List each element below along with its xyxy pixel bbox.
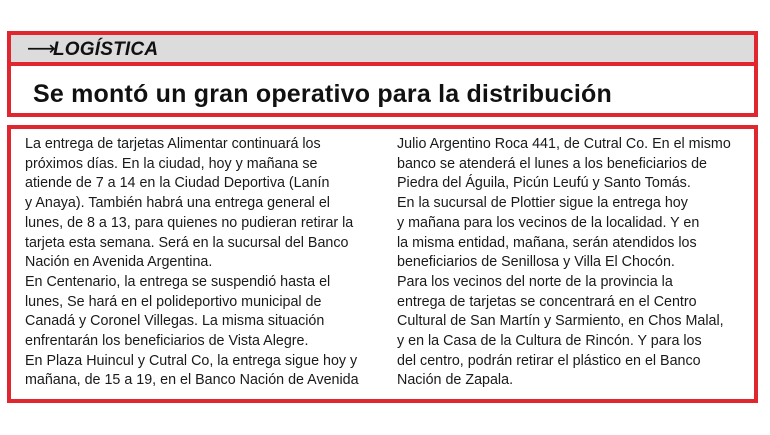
article-column-right: [397, 135, 747, 391]
article-text-line: Julio Argentino Roca 441, de Cutral Co. En el mismo: [397, 136, 731, 152]
article-text-line: Nación en Avenida Argentina.: [25, 254, 213, 271]
right-arrow-icon: ⟶: [27, 38, 56, 60]
article-text-line: Piedra del Águila, Picún Leufú y Santo Tomás.: [397, 175, 691, 192]
article-text-line: beneficiarios de Senillosa y Villa El Chocón.: [397, 254, 675, 271]
article-text-line: del centro, podrán retirar el plástico en el Banco: [397, 352, 701, 369]
article-text-line: En Plaza Huincul y Cutral Co, la entrega sigue hoy y: [25, 352, 358, 369]
header-box: [7, 31, 758, 117]
article-text-line: Para los vecinos del norte de la provincia la: [397, 273, 673, 290]
article-text-line: atiende de 7 a 14 en la Ciudad Deportiva (Lanín: [25, 175, 330, 192]
article-text-line: tarjeta esta semana. Será en la sucursal del Banco: [25, 234, 349, 251]
article-text-line: y en la Casa de la Cultura de Rincón. Y para los: [397, 333, 702, 350]
article-text-line: En la sucursal de Plottier sigue la entrega hoy: [397, 195, 688, 212]
article-body-box: [7, 125, 758, 403]
article-text-line: banco se atenderá el lunes a los beneficiarios de: [397, 155, 707, 172]
article-text-line: enfrentarán los beneficiarios de Vista Alegre.: [25, 333, 309, 350]
article-text-line: la misma entidad, mañana, serán atendidos los: [397, 234, 697, 251]
headline: Se montó un gran operativo para la distribución: [33, 80, 612, 108]
article-text-line: entrega de tarjetas se concentrará en el Centro: [397, 293, 697, 310]
article-text-line: La entrega de tarjetas Alimentar continuará los: [25, 136, 321, 152]
article-text-line: mañana, de 15 a 19, en el Banco Nación de Avenida: [25, 372, 359, 389]
article-text-line: Nación de Zapala.: [397, 372, 514, 389]
article-text-line: lunes, Se hará en el polideportivo municipal de: [25, 293, 322, 310]
article-text-line: En Centenario, la entrega se suspendió hasta el: [25, 273, 331, 290]
article-text-line: Cultural de San Martín y Sarmiento, en Chos Malal,: [397, 313, 724, 330]
section-bar: [11, 35, 754, 66]
article-text-line: y mañana para los vecinos de la localidad. Y en: [397, 214, 700, 231]
article-text-line: y Anaya). También habrá una entrega general el: [25, 195, 330, 212]
article-text-line: próximos días. En la ciudad, hoy y mañana se: [25, 155, 318, 172]
article-text-line: Canadá y Coronel Villegas. La misma situación: [25, 313, 325, 330]
section-label: LOGÍSTICA: [53, 39, 159, 60]
article-text-line: lunes, de 8 a 13, para quienes no pudieran retirar la: [25, 214, 354, 231]
article-column-left: [25, 135, 375, 391]
